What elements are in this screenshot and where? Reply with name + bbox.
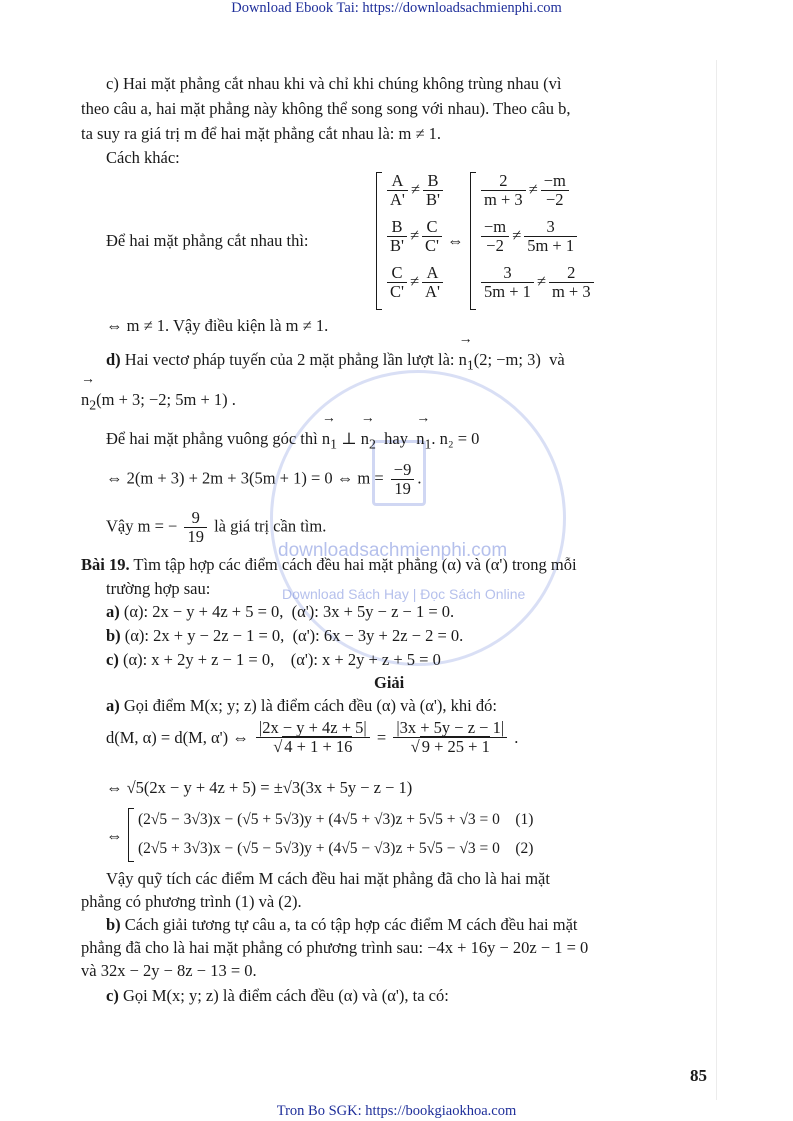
- distance-equation: d(M, α) = d(M, α') ⇔ $\frac{|2x - y + 4z + 5|}{√ 4 + 1 + 16}$ = $\frac{|3x + 5y - z - 1|}{√ 9 + 25 + 1}$ .: [106, 718, 519, 756]
- header-download-link[interactable]: Download Ebook Tai: https://downloadsachmienphi.com: [231, 0, 562, 16]
- left-row-3: $\frac{C}{C'}$ ≠ $\frac{A}{A'}$: [384, 264, 446, 310]
- d-perp-line: Để hai mặt phẳng vuông góc thì → $n_1$ ⊥ → $n_2$ hay → $n_1$. n₂ = 0: [106, 429, 479, 452]
- d-line1: d) Hai vectơ pháp tuyến của 2 mặt phẳng lần lượt là: → $n_1(2$; −m; 3) và: [106, 350, 565, 373]
- plane-eq-1: (2√5 − 3√3)x − (√5 + 5√3)y + (4√5 + √3)z + 5√5 + √3 = 0 (1): [138, 811, 534, 828]
- d-result: Vậy m = − $\frac{9}{19}$ là giá trị cần tìm.: [106, 508, 327, 546]
- sol-a-concl1: Vậy quỹ tích các điểm M cách đều hai mặt phẳng đã cho là hai mặt: [106, 869, 550, 888]
- iff-symbol: ⇔: [447, 231, 464, 250]
- plane-eq-2: (2√5 + 3√3)x − (√5 − 5√3)y + (4√5 − √3)z + 5√5 − √3 = 0 (2): [138, 840, 534, 857]
- sol-a-concl2: phẳng có phương trình (1) và (2).: [81, 892, 302, 911]
- page-number: 85: [690, 1066, 707, 1085]
- left-system: [384, 172, 446, 310]
- case-b: b) (α): 2x + y − 2z − 1 = 0, (α'): 6x − 3y + 2z − 2 = 0.: [106, 626, 464, 645]
- plane-system-bracket: [128, 808, 134, 862]
- d-eq-line: ⇔ 2(m + 3) + 2m + 3(5m + 1) = 0 ⇔ m = $\frac{-9}{19}$ .: [106, 460, 422, 498]
- right-system: [478, 172, 597, 310]
- left-row-1: $\frac{A}{A'}$ ≠ $\frac{B}{B'}$: [384, 172, 446, 218]
- c-line2: theo câu a, hai mặt phẳng này không thể song song với nhau). Theo câu b,: [81, 99, 571, 118]
- left-system-bracket: [376, 172, 382, 310]
- sqrt-equation: ⇔ √5(2x − y + 4z + 5) = ±√3(3x + 5y − z − 1): [106, 778, 413, 797]
- solution-heading: Giải: [374, 673, 405, 692]
- c-cond-label: Để hai mặt phẳng cắt nhau thì:: [106, 231, 309, 250]
- left-row-2: $\frac{B}{B'}$ ≠ $\frac{C}{C'}$: [384, 218, 446, 264]
- sol-c-line1: c) Gọi M(x; y; z) là điểm cách đều (α) và (α'), ta có:: [106, 986, 449, 1005]
- case-c: c) (α): x + 2y + z − 1 = 0, (α'): x + 2y + z + 5 = 0: [106, 650, 441, 669]
- sol-b-line1: b) Cách giải tương tự câu a, ta có tập hợp các điểm M cách đều hai mặt: [106, 915, 578, 934]
- watermark-site: downloadsachmienphi.com: [278, 540, 508, 561]
- c-alt-method: Cách khác:: [106, 148, 180, 167]
- c-line3: ta suy ra giá trị m để hai mặt phẳng cắt nhau là: m ≠ 1.: [81, 124, 442, 143]
- c-conclusion: ⇔ m ≠ 1. Vậy điều kiện là m ≠ 1.: [106, 316, 329, 335]
- bai19-line1: Bài 19. Tìm tập hợp các điểm cách đều hai mặt phẳng (α) và (α') trong mỗi: [81, 555, 577, 574]
- watermark-tagline: Download Sách Hay | Đọc Sách Online: [282, 586, 526, 602]
- c-line1: c) Hai mặt phẳng cắt nhau khi và chỉ khi chúng không trùng nhau (vì: [106, 74, 562, 93]
- system-iff: ⇔: [106, 826, 123, 845]
- d-line2: → $n_2(m + 3$; −2; 5m + 1) .: [81, 390, 236, 413]
- bai19-line2: trường hợp sau:: [106, 579, 211, 598]
- page-edge-shadow: [716, 60, 717, 1100]
- right-row-1: $\frac{2}{m + 3}$ ≠ $\frac{-m}{-2}$: [478, 172, 597, 218]
- sol-a-intro: a) Gọi điểm M(x; y; z) là điểm cách đều (α) và (α'), khi đó:: [106, 696, 497, 715]
- sol-b-line3: và 32x − 2y − 8z − 13 = 0.: [81, 961, 257, 980]
- right-system-bracket: [470, 172, 476, 310]
- footer-link[interactable]: Tron Bo SGK: https://bookgiaokhoa.com: [276, 1103, 517, 1119]
- sol-b-line2: phẳng đã cho là hai mặt phẳng có phương trình sau: −4x + 16y − 20z − 1 = 0: [81, 938, 589, 957]
- case-a: a) (α): 2x − y + 4z + 5 = 0, (α'): 3x + 5y − z − 1 = 0.: [106, 602, 455, 621]
- right-row-2: $\frac{-m}{-2}$ ≠ $\frac{3}{5m + 1}$: [478, 218, 597, 264]
- right-row-3: $\frac{3}{5m + 1}$ ≠ $\frac{2}{m + 3}$: [478, 264, 597, 310]
